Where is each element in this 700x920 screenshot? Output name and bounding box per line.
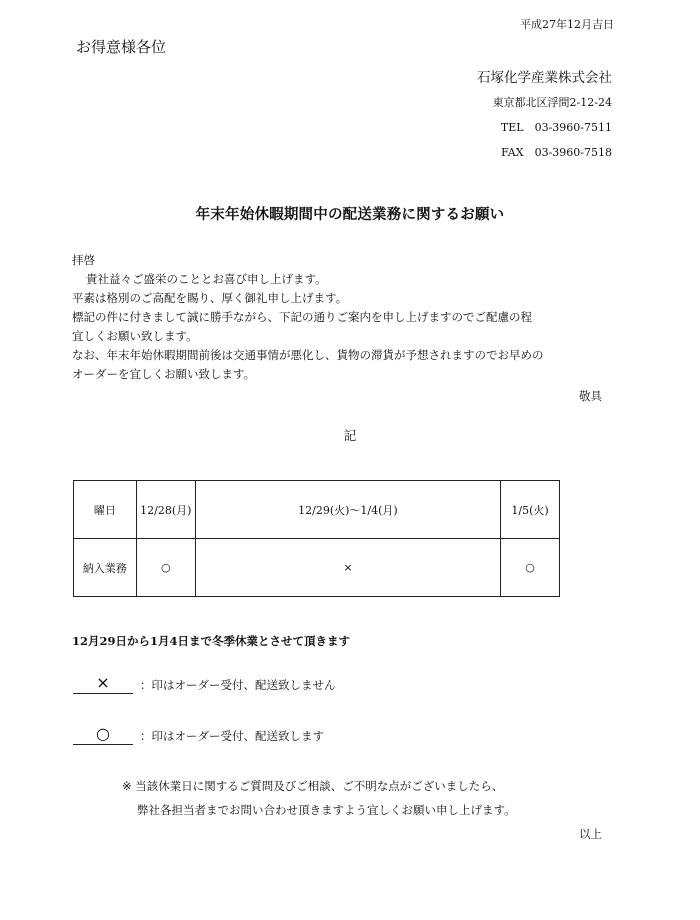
circle-mark-icon: ○ [73,725,133,745]
circle-mark-icon: ○ [136,539,195,597]
company-address: 東京都北区浮間2-12-24 [492,96,612,109]
ki-heading: 記 [343,428,357,443]
holiday-notice: 12月29日から1月4日まで冬季休業とさせて頂きます [72,634,351,648]
cross-mark-icon: × [73,674,133,694]
opening-salutation: 拝啓 [72,253,95,267]
table-date-cell: 1/5(火) [501,481,560,539]
document-title: 年末年始休暇期間中の配送業務に関するお願い [195,207,505,223]
body-line: 貴社益々ご盛栄のこととお喜び申し上げます。 [86,272,327,286]
table-date-cell: 12/29(火)～1/4(月) [195,481,500,539]
note-line: 弊社各担当者までお問い合わせ頂きますよう宜しくお願い申し上げます。 [137,803,516,817]
company-tel: TEL 03-3960-7511 [500,121,612,134]
recipient: お得意様各位 [76,38,167,56]
legend-text: ：印はオーダー受付、配送致します [140,729,324,743]
note-line: ※ 当該休業日に関するご質問及びご相談、ご不明な点がございましたら、 [122,779,504,793]
ending-ijo: 以上 [579,827,602,841]
company-name: 石塚化学産業株式会社 [477,70,612,86]
table-row [74,539,560,597]
table-row [74,481,560,539]
body-line: オーダーを宜しくお願い致します。 [72,367,256,381]
body-line: 標記の件に付きまして誠に勝手ながら、下記の通りご案内を申し上げますのでご配慮の程 [72,310,532,324]
legend-text: ：印はオーダー受付、配送致しません [140,678,336,692]
body-line: なお、年末年始休暇期間前後は交通事情が悪化し、貨物の滞貨が予想されますのでお早めの [72,348,544,362]
cross-mark-icon: × [195,539,500,597]
body-line: 平素は格別のご高配を賜り、厚く御礼申し上げます。 [72,291,348,305]
circle-mark-icon: ○ [501,539,560,597]
closing-salutation: 敬具 [579,389,602,403]
company-fax: FAX 03-3960-7518 [501,146,612,159]
document-date: 平成27年12月吉日 [520,18,614,31]
letter-body [72,251,544,384]
table-date-cell: 12/28(月) [136,481,195,539]
table-header-label: 曜日 [74,481,137,539]
body-line: 宜しくお願い致します。 [72,329,198,343]
schedule-table [73,480,560,597]
table-row-label: 納入業務 [74,539,137,597]
